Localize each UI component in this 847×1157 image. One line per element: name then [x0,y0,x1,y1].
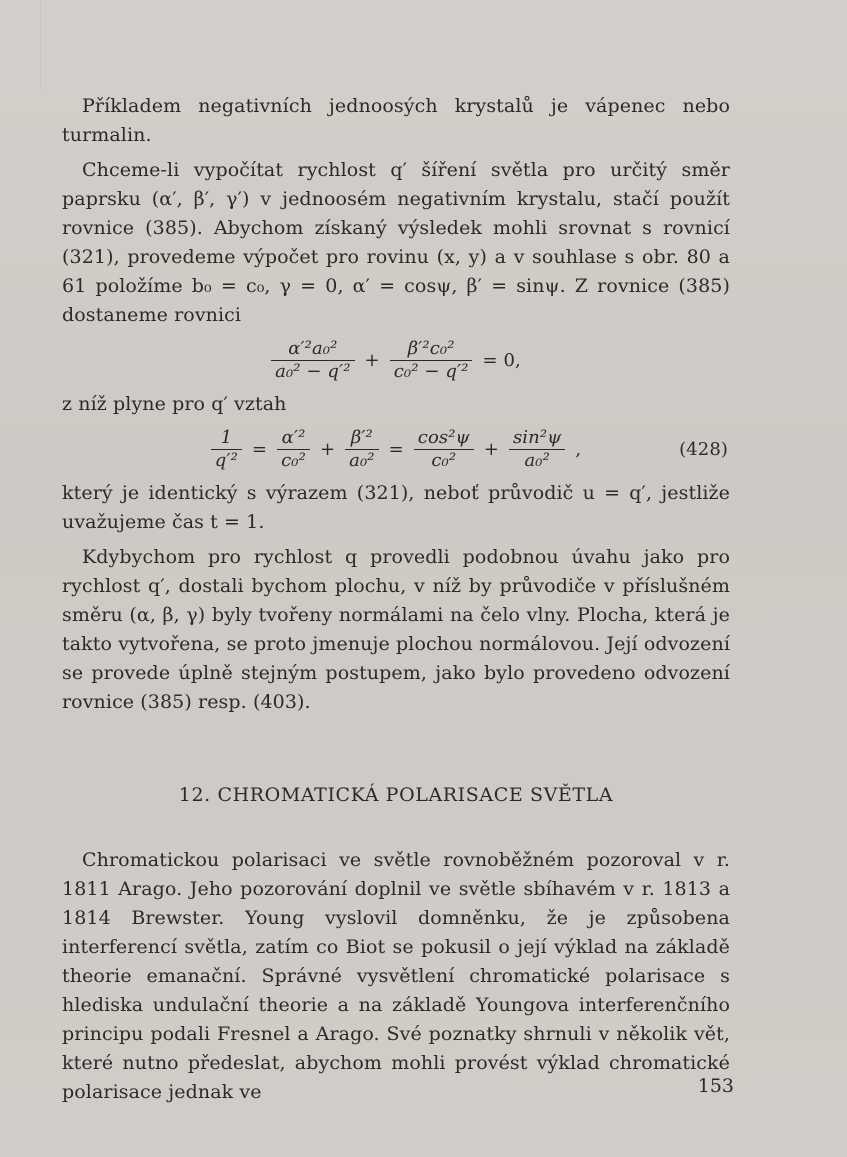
eq2-term-d-numerator: sin²ψ [512,426,562,448]
equation-1 [62,330,730,390]
eq2-term-c-numerator: cos²ψ [417,426,470,448]
eq2-lhs-denominator: q′² [214,449,238,471]
eq1-term-2-numerator: β′²c₀² [407,337,455,359]
eq1-term-1-denominator: a₀² − q′² [275,360,351,382]
eq2-term-a-denominator: c₀² [281,449,306,471]
page-fold-shadow [0,0,41,90]
eq2-comma: , [575,438,582,460]
paragraph-1: Příkladem negativních jednoosých krystalů je vápenec nebo turmalin. [62,95,730,146]
eq2-term-c [414,427,474,472]
eq2-lhs [211,427,242,472]
eq2-equals-2: = [388,438,404,460]
eq2-term-b-denominator: a₀² [349,449,375,471]
eq2-term-b [345,427,378,472]
eq1-term-2 [390,338,473,383]
eq1-plus: + [364,349,380,371]
eq2-term-a [277,427,310,472]
paragraph-5: Kdybychom pro rychlost q provedli podobnou úvahu jako pro rychlost q′, dostali bychom plochu, v níž by průvodiče v příslušném směru (α, β, γ) byly tvořeny normálami na čelo vlny. Plocha, která je takto vytvořena, se proto jmenuje plochou normálovou. Její odvození se provede úplně stejným postupem, jako bylo provedeno odvození rovnice (385) resp. (403). [62,546,730,713]
paragraph-6: Chromatickou polarisaci ve světle rovnoběžném pozoroval v r. 1811 Arago. Jeho pozorování doplnil ve světle sbíhavém v r. 1813 a 1814 Brewster. Young vyslovil domněnku, že je způsobena interferencí světla, zatím co Biot se pokusil o její výklad na základě theorie emanační. Správné vysvětlení chromatické polarisace s hlediska undulační theorie a na základě Youngova interferenčního principu podali Fresnel a Arago. Své poznatky shrnuli v několik vět, které nutno předeslat, abychom mohli provést výklad chromatické polarisace jednak ve [62,849,730,1103]
eq2-term-d [509,427,565,472]
paragraph-4: který je identický s výrazem (321), neboť průvodič u = q′, jestliže uvažujeme čas t = 1. [62,482,730,533]
eq2-plus-1: + [319,438,336,460]
paragraph-3: z níž plyne pro q′ vztah [62,393,287,415]
section-heading: 12. CHROMATICKÁ POLARISACE SVĚTLA [178,784,614,806]
eq2-equals-1: = [251,438,268,460]
eq1-term-2-denominator: c₀² − q′² [393,360,469,382]
eq1-rhs: = 0, [482,349,521,371]
eq2-term-d-denominator: a₀² [524,449,550,471]
eq1-term-1 [271,338,354,383]
page-number: 153 [697,1075,734,1097]
eq2-term-c-denominator: c₀² [431,449,457,471]
eq1-term-1-numerator: α′²a₀² [288,337,338,359]
equation-428 [62,419,730,479]
eq2-term-a-numerator: α′² [281,426,306,448]
eq2-lhs-numerator: 1 [220,426,233,448]
equation-number: (428) [679,438,728,460]
eq2-term-b-numerator: β′² [350,426,373,448]
paragraph-2: Chceme-li vypočítat rychlost q′ šíření světla pro určitý směr paprsku (α′, β′, γ′) v jednoosém negativním krystalu, stačí použít rovnice (385). Abychom získaný výsledek mohli srovnat s rovnicí (321), provedeme výpočet pro rovinu (x, y) a v souhlase s obr. 80 a 61 položíme b₀ = c₀, γ = 0, α′ = cosψ, β′ = sinψ. Z rovnice (385) dostaneme rovnici [62,159,730,326]
page-body [62,92,730,1107]
eq2-plus-2: + [483,438,499,460]
